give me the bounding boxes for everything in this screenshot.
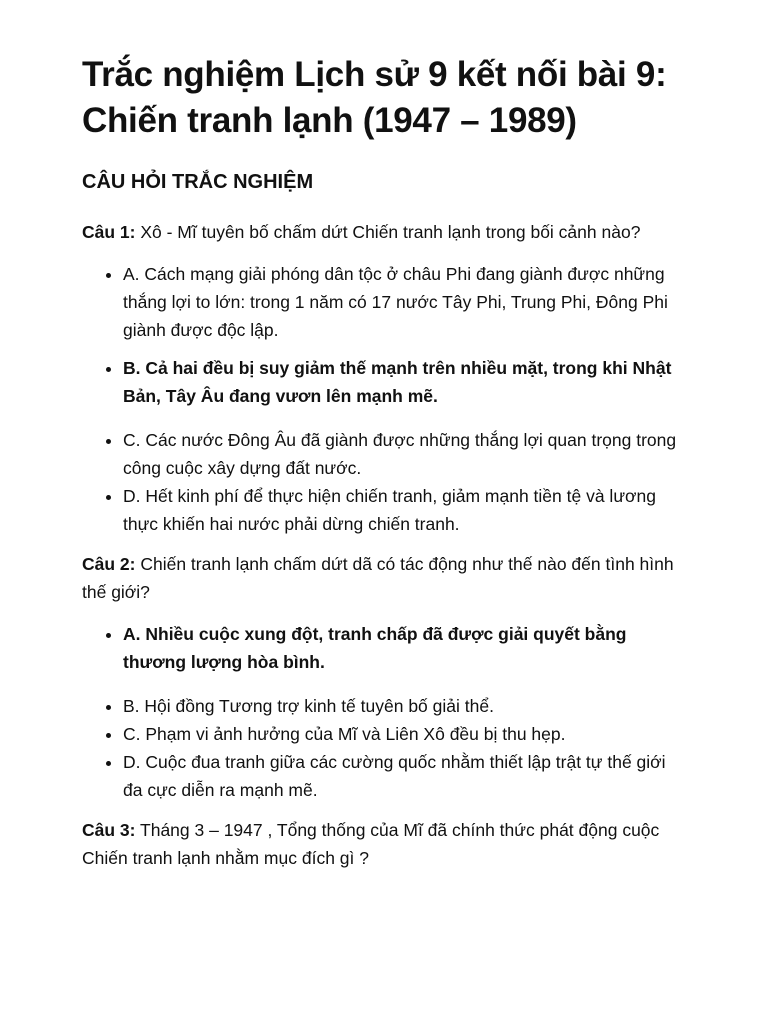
question-1-option-a: • A. Cách mạng giải phóng dân tộc ở châu Phi đang giành được những thắng lợi to lớn: trong 1 năm có 17 nước Tây Phi, Trung Phi, Đông Phi giành được độc lập. — [123, 260, 684, 344]
question-1-option-b-correct: • B. Cả hai đều bị suy giảm thế mạnh trên nhiều mặt, trong khi Nhật Bản, Tây Âu đang vươn lên mạnh mẽ. — [123, 354, 684, 410]
question-2-text: Chiến tranh lạnh chấm dứt dã có tác động như thế nào đến tình hình thế giới? — [82, 554, 674, 602]
question-3-text: Tháng 3 – 1947 , Tổng thống của Mĩ đã chính thức phát động cuộc Chiến tranh lạnh nhằm mục đích gì ? — [82, 820, 660, 868]
question-1-label: Câu 1: — [82, 222, 136, 242]
section-heading: CÂU HỎI TRẮC NGHIỆM — [82, 171, 314, 193]
question-2-option-a-correct: • A. Nhiều cuộc xung đột, tranh chấp đã được giải quyết bằng thương lượng hòa bình. — [123, 620, 684, 676]
question-1 — [82, 218, 684, 246]
question-1-text: Xô - Mĩ tuyên bố chấm dứt Chiến tranh lạnh trong bối cảnh nào? — [135, 222, 641, 242]
question-2-option-b: • B. Hội đồng Tương trợ kinh tế tuyên bố giải thể. — [123, 692, 684, 720]
question-1-option-d: • D. Hết kinh phí để thực hiện chiến tranh, giảm mạnh tiền tệ và lương thực khiến hai nước phải dừng chiến tranh. — [123, 482, 684, 538]
question-2-label: Câu 2: — [82, 554, 136, 574]
question-2-options — [82, 620, 684, 804]
question-3-label: Câu 3: — [82, 820, 136, 840]
question-2-option-d: • D. Cuộc đua tranh giữa các cường quốc nhằm thiết lập trật tự thế giới đa cực diễn ra mạnh mẽ. — [123, 748, 684, 804]
question-1-options — [82, 260, 684, 538]
question-2 — [82, 550, 684, 606]
question-2-option-c: • C. Phạm vi ảnh hưởng của Mĩ và Liên Xô đều bị thu hẹp. — [123, 720, 684, 748]
question-1-option-c: • C. Các nước Đông Âu đã giành được những thắng lợi quan trọng trong công cuộc xây dựng đất nước. — [123, 426, 684, 482]
page-title: Trắc nghiệm Lịch sử 9 kết nối bài 9: Chiến tranh lạnh (1947 – 1989) — [82, 55, 667, 140]
question-3 — [82, 816, 684, 872]
